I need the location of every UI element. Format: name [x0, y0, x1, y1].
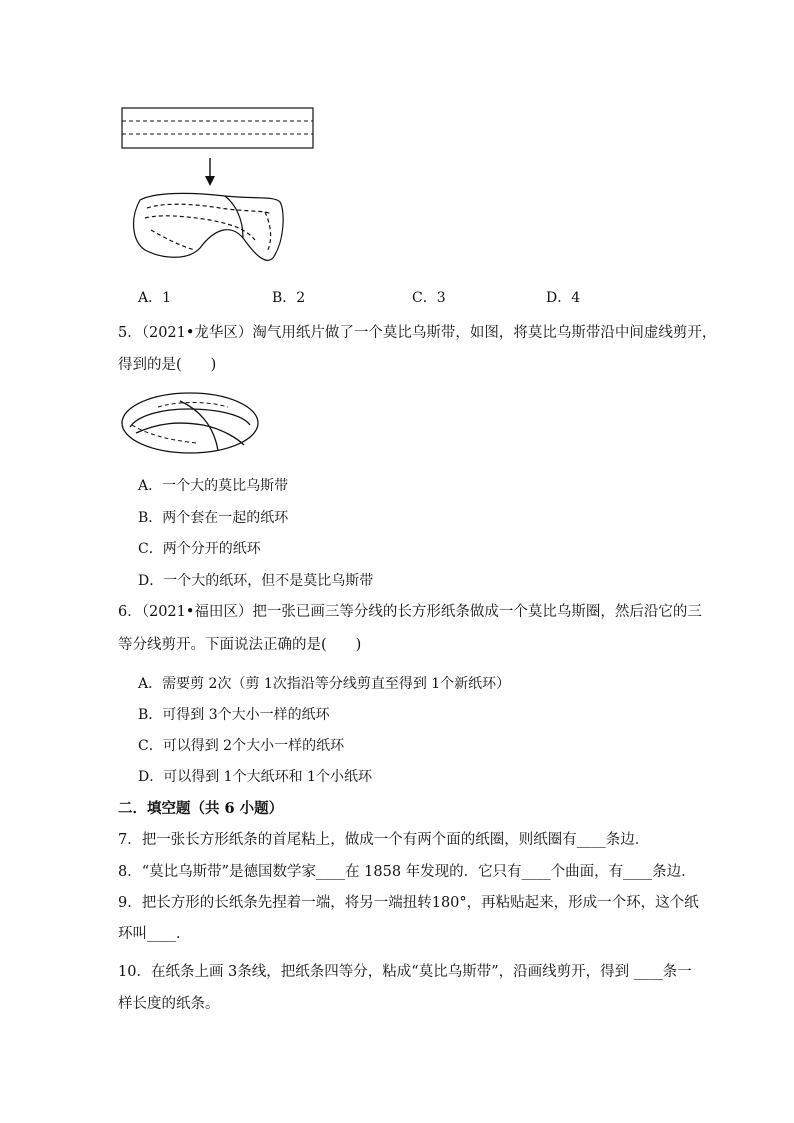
q4-option-a[interactable]: A．1 [138, 290, 172, 306]
q5-figure [118, 385, 268, 465]
q4-option-d[interactable]: D．4 [546, 290, 581, 306]
q4-option-b[interactable]: B．2 [272, 290, 306, 306]
q6-option-b[interactable]: B．可得到 3个大小一样的纸环 [138, 707, 330, 723]
q9-stem-line2: 环叫____． [118, 926, 191, 942]
q5-option-d[interactable]: D．一个大的纸环，但不是莫比乌斯带 [138, 573, 374, 589]
q6-option-a[interactable]: A．需要剪 2次（剪 1次指沿等分线剪直至得到 1个新纸环） [138, 676, 511, 692]
q4-figure [115, 100, 325, 280]
q6-option-d[interactable]: D．可以得到 1个大纸环和 1个小纸环 [138, 769, 372, 785]
q5-option-a[interactable]: A．一个大的莫比乌斯带 [138, 478, 289, 494]
q5-stem-line1: 5．（2021•龙华区）淘气用纸片做了一个莫比乌斯带，如图，将莫比乌斯带沿中间虚线剪开， [118, 325, 717, 341]
q6-stem-line2: 等分线剪开。下面说法正确的是( ) [118, 637, 362, 653]
mobius-band-diagram [134, 193, 284, 260]
q6-stem-line1: 6．（2021•福田区）把一张已画三等分线的长方形纸条做成一个莫比乌斯圈，然后沿它的三 [118, 604, 702, 620]
q8-stem: 8．“莫比乌斯带”是德国数学家____在 1858 年发现的．它只有____个曲面，有____条边． [118, 864, 696, 880]
q4-option-c[interactable]: C．3 [412, 290, 446, 306]
q10-stem-line2: 样长度的纸条。 [118, 996, 220, 1012]
q7-stem: 7．把一张长方形纸条的首尾粘上，做成一个有两个面的纸圈，则纸圈有____条边． [118, 832, 650, 848]
section-heading: 二．填空题（共 6 小题） [118, 800, 284, 817]
paper-strip-diagram [122, 108, 313, 148]
q5-stem-line2: 得到的是( ) [118, 357, 217, 373]
q6-option-c[interactable]: C．可以得到 2个大小一样的纸环 [138, 738, 345, 754]
mobius-band-diagram [122, 393, 258, 453]
down-arrow-icon [205, 158, 215, 186]
q9-stem-line1: 9．把长方形的长纸条先捏着一端，将另一端扭转180°，再粘贴起来，形成一个环，这个纸 [118, 895, 699, 911]
q5-option-b[interactable]: B．两个套在一起的纸环 [138, 510, 289, 526]
q10-stem-line1: 10．在纸条上画 3条线，把纸条四等分，粘成“莫比乌斯带”，沿画线剪开，得到 ____条一 [118, 964, 692, 980]
q5-option-c[interactable]: C．两个分开的纸环 [138, 541, 261, 557]
